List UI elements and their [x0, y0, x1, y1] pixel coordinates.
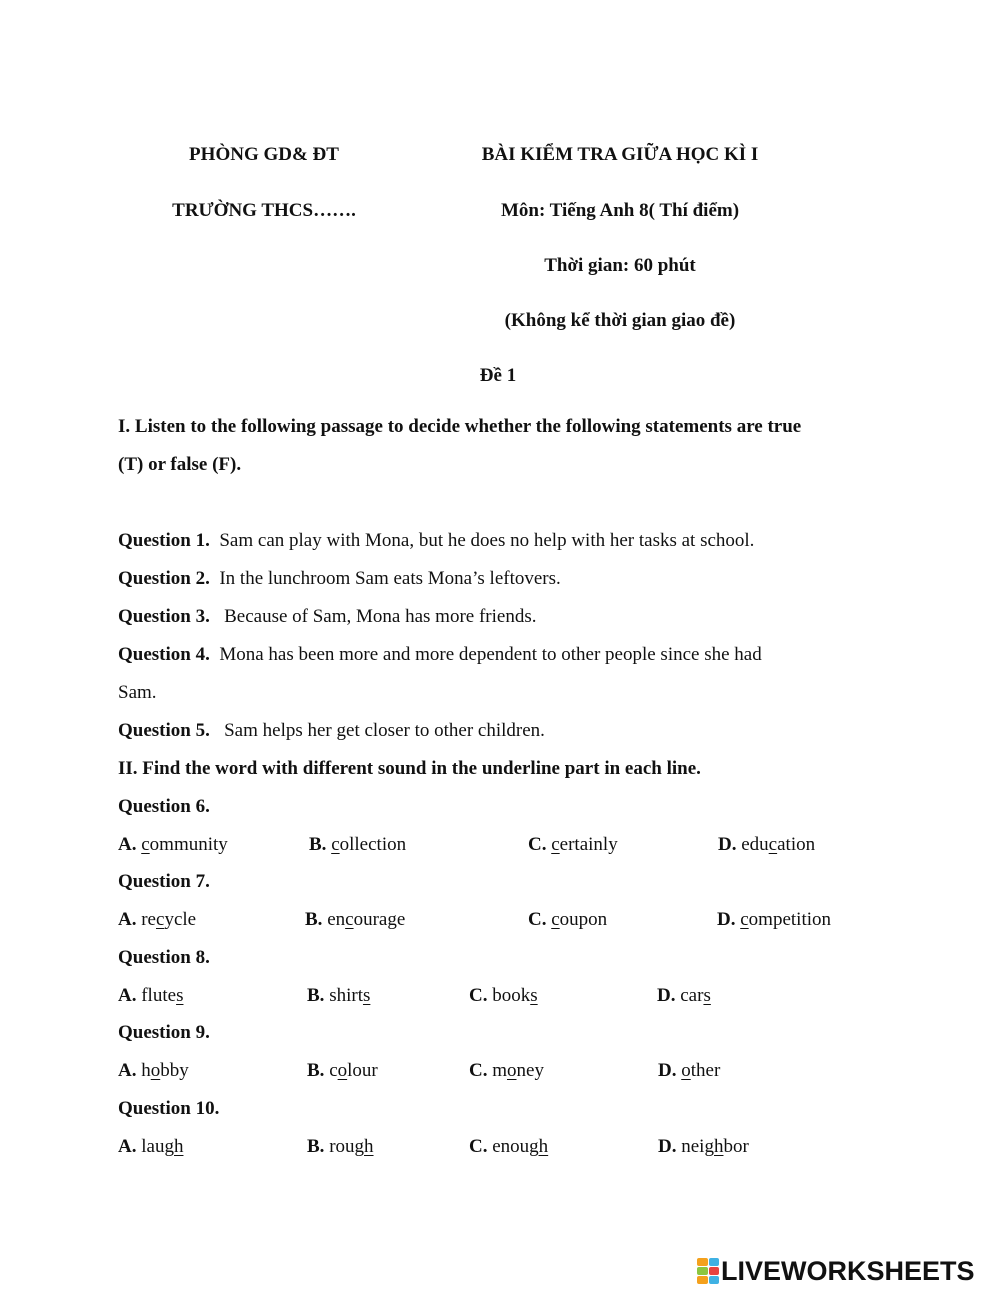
logo-tile — [697, 1267, 708, 1275]
school-name: TRƯỜNG THCS……. — [172, 200, 356, 221]
logo-tile — [709, 1258, 720, 1266]
question-text: Because of Sam, Mona has more friends. — [224, 606, 537, 627]
question-text: In the lunchroom Sam eats Mona’s leftovers. — [219, 568, 561, 589]
option-b: B. colour — [307, 1060, 378, 1081]
question-10-label: Question 10. — [118, 1098, 220, 1119]
question-1 — [118, 530, 754, 552]
question-label: Question 3. — [118, 606, 210, 627]
option-d: D. other — [658, 1060, 721, 1081]
option-a: A. hobby — [118, 1060, 189, 1081]
option-a: A. recycle — [118, 909, 197, 930]
option-d: D. neighbor — [658, 1136, 749, 1157]
logo-text: LIVEWORKSHEETS — [721, 1255, 975, 1286]
option-a: A. laugh — [118, 1136, 184, 1157]
question-label: Question 2. — [118, 568, 210, 589]
exam-code: Đề 1 — [479, 365, 517, 386]
question-4 — [118, 644, 762, 666]
option-a: A. community — [118, 834, 228, 855]
option-c: C. books — [469, 985, 538, 1006]
liveworksheets-logo-icon — [697, 1258, 719, 1284]
subject-line: Môn: Tiếng Anh 8( Thí điểm) — [500, 200, 740, 221]
option-a: A. flutes — [118, 985, 184, 1006]
section2-title: II. Find the word with different sound in the underline part in each line. — [118, 758, 701, 779]
logo-tile — [697, 1276, 708, 1284]
exam-title: BÀI KIỂM TRA GIỮA HỌC KÌ I — [481, 144, 759, 165]
question-5 — [118, 720, 545, 742]
logo-tile — [709, 1267, 720, 1275]
question-3 — [118, 606, 536, 628]
logo-tile — [709, 1276, 720, 1284]
question-9-label: Question 9. — [118, 1022, 210, 1043]
question-text: Sam can play with Mona, but he does no help with her tasks at school. — [219, 530, 755, 551]
question-7-label: Question 7. — [118, 871, 210, 892]
question-2 — [118, 568, 561, 590]
question-8-label: Question 8. — [118, 947, 210, 968]
section1-title-cont: (T) or false (F). — [118, 454, 242, 475]
option-b: B. collection — [309, 834, 407, 855]
option-d: D. competition — [717, 909, 831, 930]
question-6-label: Question 6. — [118, 796, 210, 817]
option-c: C. enough — [469, 1136, 549, 1157]
liveworksheets-logo[interactable] — [697, 1256, 975, 1286]
option-b: B. shirts — [307, 985, 371, 1006]
time-note: (Không kể thời gian giao đề) — [504, 310, 736, 331]
question-text: Mona has been more and more dependent to other people since she had — [219, 644, 762, 665]
option-c: C. money — [469, 1060, 544, 1081]
option-b: B. encourage — [305, 909, 406, 930]
option-c: C. coupon — [528, 909, 608, 930]
section1-title: I. Listen to the following passage to decide whether the following statements are true — [118, 416, 802, 437]
question-label: Question 4. — [118, 644, 210, 665]
question-4-cont: Sam. — [118, 682, 157, 703]
option-d: D. education — [718, 834, 816, 855]
question-text: Sam helps her get closer to other children. — [224, 720, 545, 741]
question-label: Question 5. — [118, 720, 210, 741]
department-name: PHÒNG GD& ĐT — [189, 144, 339, 165]
option-d: D. cars — [657, 985, 711, 1006]
time-line: Thời gian: 60 phút — [544, 255, 696, 276]
logo-tile — [697, 1258, 708, 1266]
question-label: Question 1. — [118, 530, 210, 551]
option-c: C. certainly — [528, 834, 618, 855]
option-b: B. rough — [307, 1136, 374, 1157]
